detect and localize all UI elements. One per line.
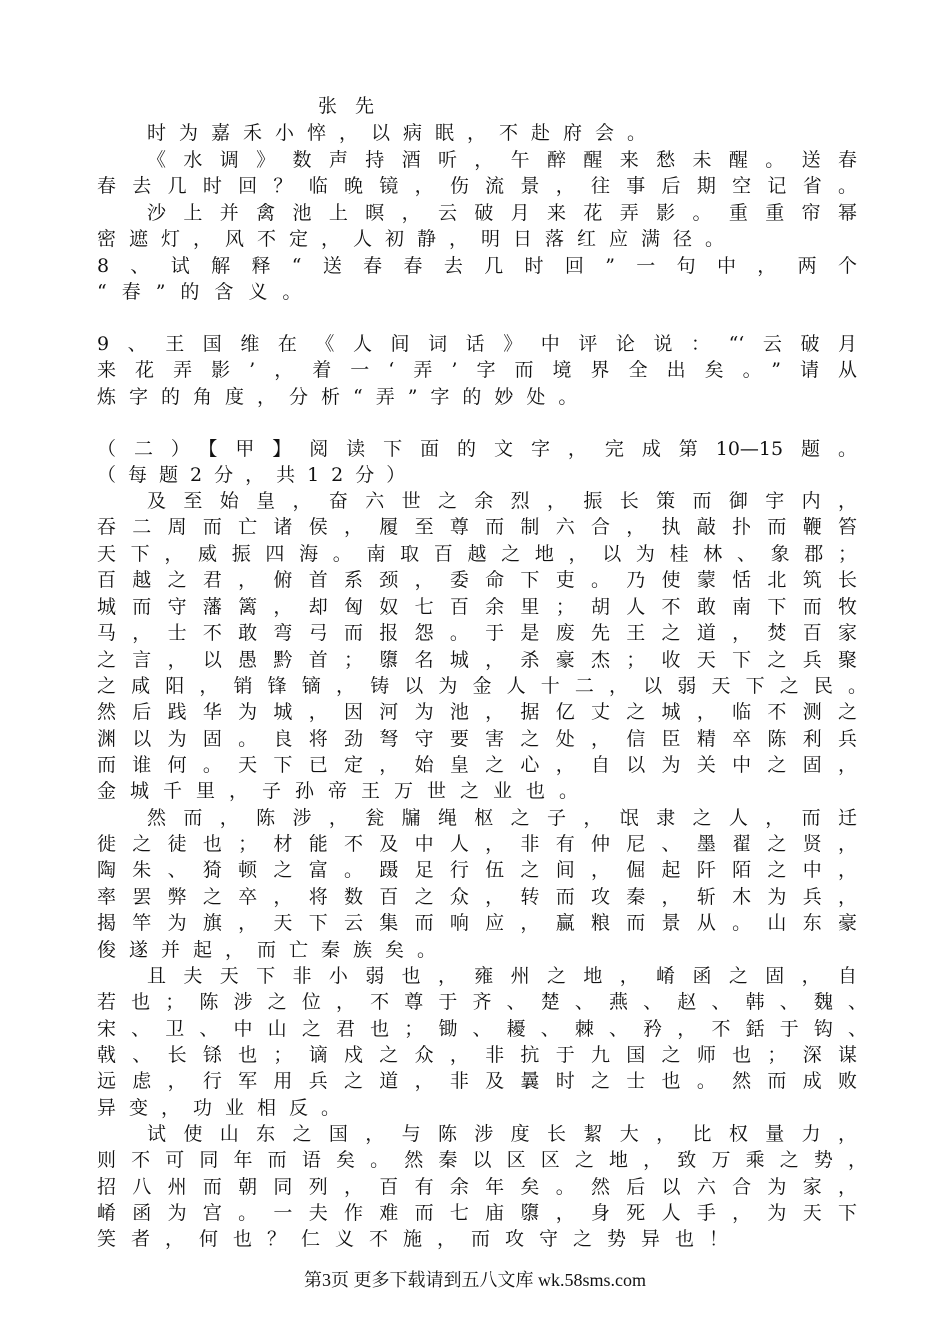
section-heading: （每题2分，共12分） xyxy=(97,464,418,486)
section-heading: （二）【甲】阅读下面的文字，完成第10—15题。 xyxy=(97,438,857,460)
passage-line: 百越之君，俯首系颈，委命下吏。乃使蒙恬北筑长 xyxy=(97,569,857,591)
passage-line: 马，士不敢弯弓而报怨。于是废先王之道，焚百家 xyxy=(97,622,857,644)
poem-line: 《水调》数声持酒听，午醉醒来愁未醒。送春 xyxy=(147,149,857,171)
passage-line: 之言，以愚黔首；隳名城，杀豪杰；收天下之兵聚 xyxy=(97,649,857,671)
passage-line: 异变，功业相反。 xyxy=(97,1097,354,1119)
passage-line: 招八州而朝同列，百有余年矣。然后以六合为家， xyxy=(97,1176,857,1198)
passage-line: 金城千里，子孙帝王万世之业也。 xyxy=(97,780,593,802)
passage-line: 远虑，行军用兵之道，非及曩时之士也。然而成败 xyxy=(97,1070,857,1092)
question-9: 9、王国维在《人间词话》中评论说：“‘云破月 xyxy=(97,333,857,355)
passage-line: 宋、卫、中山之君也；锄、耰、棘、矜，不銛于钩、 xyxy=(97,1018,867,1040)
passage-line: 而谁何。天下已定，始皇之心，自以为关中之固， xyxy=(97,754,857,776)
poem-line: 密遮灯，风不定，人初静，明日落红应满径。 xyxy=(97,228,738,250)
passage-line: 戟、长铩也；谪戍之众，非抗于九国之师也；深谋 xyxy=(97,1044,857,1066)
passage-line: 徙之徒也；材能不及中人，非有仲尼、墨翟之贤， xyxy=(97,833,857,855)
passage-line: 率罢弊之卒，将数百之众，转而攻秦，斩木为兵， xyxy=(97,886,857,908)
poem-author: 张先 xyxy=(318,95,393,117)
question-9: 炼字的角度，分析“弄”字的妙处。 xyxy=(97,386,591,408)
poem-preface: 时为嘉禾小悴，以病眠，不赴府会。 xyxy=(147,122,660,144)
passage-line: 陶朱、猗顿之富。蹑足行伍之间，倔起阡陌之中， xyxy=(97,859,857,881)
passage-line: 俊遂并起，而亡秦族矣。 xyxy=(97,939,450,961)
page-footer: 第3页 更多下载请到五八文库 wk.58sms.com xyxy=(304,1270,646,1290)
poem-line: 春去几时回？临晚镜，伤流景，往事后期空记省。 xyxy=(97,175,857,197)
question-8: 8、试解释“送春春去几时回”一句中，两个 xyxy=(97,255,857,277)
passage-line: 且夫天下非小弱也，雍州之地，崤函之固，自 xyxy=(147,965,857,987)
poem-line: 沙上并禽池上暝，云破月来花弄影。重重帘幂 xyxy=(147,202,857,224)
passage-line: 揭竿为旗，天下云集而响应，赢粮而景从。山东豪 xyxy=(97,912,857,934)
passage-line: 若也；陈涉之位，不尊于齐、楚、燕、赵、韩、魏、 xyxy=(97,991,867,1013)
passage-line: 天下，威振四海。南取百越之地，以为桂林、象郡； xyxy=(97,543,857,565)
passage-line: 及至始皇，奋六世之余烈，振长策而御宇内， xyxy=(147,490,857,512)
passage-line: 渊以为固。良将劲弩守要害之处，信臣精卒陈利兵 xyxy=(97,728,857,750)
passage-line: 之咸阳，销锋镝，铸以为金人十二，以弱天下之民。 xyxy=(97,675,867,697)
passage-line: 城而守藩篱，却匈奴七百余里；胡人不敢南下而牧 xyxy=(97,596,857,618)
passage-line: 然后践华为城，因河为池，据亿丈之城，临不测之 xyxy=(97,701,857,723)
passage-line: 崤函为宫。一夫作难而七庙隳，身死人手，为天下 xyxy=(97,1202,857,1224)
passage-line: 然而，陈涉，瓮牖绳枢之子，氓隶之人，而迁 xyxy=(147,807,857,829)
passage-line: 则不可同年而语矣。然秦以区区之地，致万乘之势， xyxy=(97,1149,867,1171)
passage-line: 笑者，何也？仁义不施，而攻守之势异也！ xyxy=(97,1228,744,1250)
question-9: 来花弄影’，着一‘弄’字而境界全出矣。”请从 xyxy=(97,359,857,381)
passage-line: 吞二周而亡诸侯，履至尊而制六合，执敲扑而鞭笞 xyxy=(97,516,857,538)
question-8: “春”的含义。 xyxy=(97,281,317,303)
passage-line: 试使山东之国，与陈涉度长絜大，比权量力， xyxy=(147,1123,857,1145)
